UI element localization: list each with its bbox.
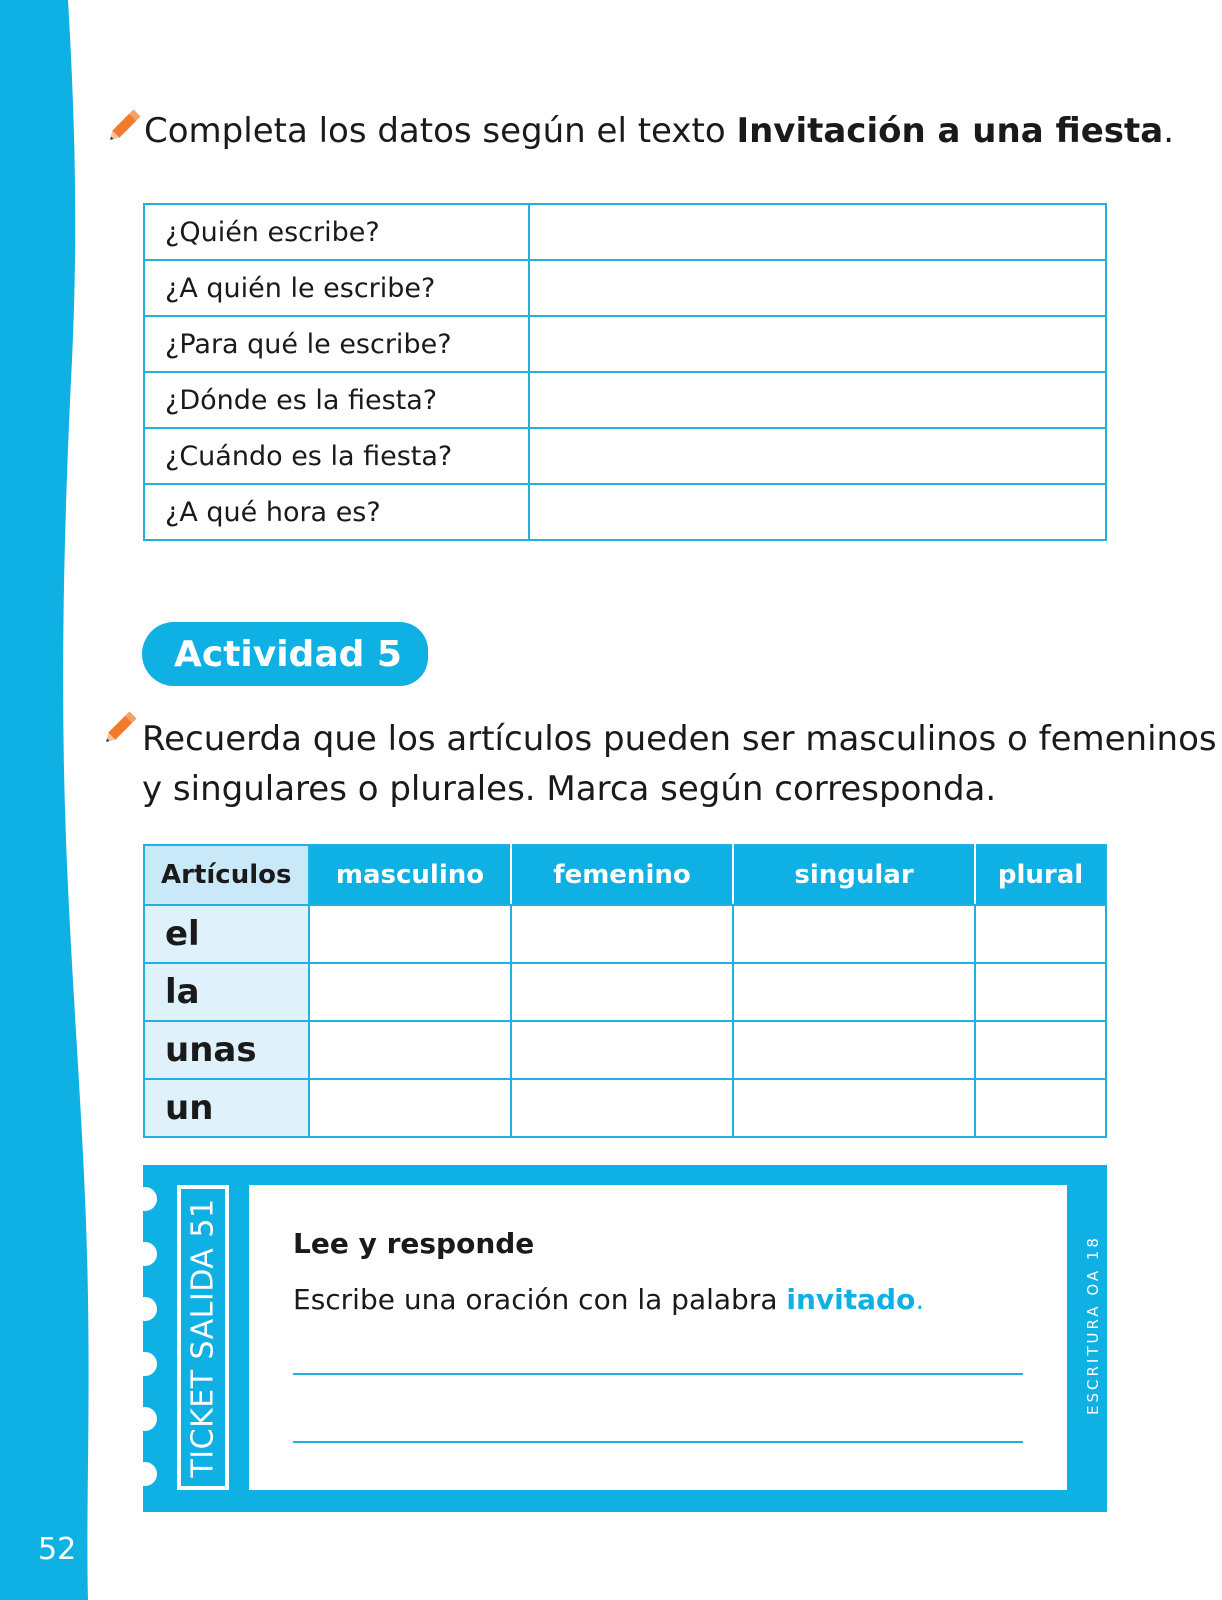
ticket-title: Lee y responde xyxy=(293,1227,535,1260)
articles-table xyxy=(143,844,1107,1138)
ticket-content xyxy=(249,1185,1067,1490)
mark-cell[interactable] xyxy=(733,905,975,963)
mark-cell[interactable] xyxy=(975,1079,1106,1137)
answer-cell[interactable] xyxy=(529,204,1106,260)
table-row xyxy=(144,204,1106,260)
pencil-icon xyxy=(100,706,142,748)
pencil-icon xyxy=(104,104,146,146)
mark-cell[interactable] xyxy=(975,1021,1106,1079)
mark-cell[interactable] xyxy=(511,1079,733,1137)
side-band xyxy=(0,0,100,1600)
question-cell: ¿A quién le escribe? xyxy=(144,260,529,316)
article-cell: la xyxy=(144,963,309,1021)
header-masculino: masculino xyxy=(309,845,511,905)
instruction-2-line1: Recuerda que los artículos pueden ser masculinos o femeninos xyxy=(142,719,1217,759)
question-cell: ¿Para qué le escribe? xyxy=(144,316,529,372)
article-cell: unas xyxy=(144,1021,309,1079)
activity-badge: Actividad 5 xyxy=(142,622,428,686)
instruction-1-suffix: . xyxy=(1163,111,1174,151)
mark-cell[interactable] xyxy=(511,963,733,1021)
question-cell: ¿Dónde es la fiesta? xyxy=(144,372,529,428)
article-cell: un xyxy=(144,1079,309,1137)
table-header-row xyxy=(144,845,1106,905)
article-cell: el xyxy=(144,905,309,963)
mark-cell[interactable] xyxy=(309,1021,511,1079)
table-row xyxy=(144,1079,1106,1137)
instruction-2-line2: y singulares o plurales. Marca según corresponda. xyxy=(142,769,997,809)
answer-line[interactable] xyxy=(293,1441,1023,1443)
ticket-notch xyxy=(133,1297,157,1321)
question-cell: ¿A qué hora es? xyxy=(144,484,529,540)
answer-cell[interactable] xyxy=(529,316,1106,372)
table-row xyxy=(144,963,1106,1021)
instruction-1-bold: Invitación a una fiesta xyxy=(736,111,1164,151)
answer-cell[interactable] xyxy=(529,484,1106,540)
exit-ticket xyxy=(143,1165,1107,1512)
table-row xyxy=(144,1021,1106,1079)
mark-cell[interactable] xyxy=(975,963,1106,1021)
header-articulos: Artículos xyxy=(144,845,309,905)
ticket-notch xyxy=(133,1462,157,1486)
mark-cell[interactable] xyxy=(975,905,1106,963)
ticket-notch xyxy=(133,1187,157,1211)
instruction-1 xyxy=(144,106,1174,156)
header-singular: singular xyxy=(733,845,975,905)
question-cell: ¿Quién escribe? xyxy=(144,204,529,260)
page-number: 52 xyxy=(38,1532,77,1567)
table-row xyxy=(144,428,1106,484)
answer-cell[interactable] xyxy=(529,428,1106,484)
mark-cell[interactable] xyxy=(309,963,511,1021)
questions-table xyxy=(143,203,1107,541)
ticket-keyword: invitado xyxy=(786,1283,916,1316)
mark-cell[interactable] xyxy=(511,905,733,963)
mark-cell[interactable] xyxy=(733,963,975,1021)
ticket-prompt xyxy=(293,1283,924,1316)
ticket-notch xyxy=(133,1407,157,1431)
answer-cell[interactable] xyxy=(529,260,1106,316)
mark-cell[interactable] xyxy=(511,1021,733,1079)
header-plural: plural xyxy=(975,845,1106,905)
table-row xyxy=(144,905,1106,963)
ticket-subject-label: ESCRITURA OA 18 xyxy=(1084,1235,1102,1415)
instruction-2 xyxy=(142,714,1217,814)
table-row xyxy=(144,316,1106,372)
mark-cell[interactable] xyxy=(309,1079,511,1137)
question-cell: ¿Cuándo es la fiesta? xyxy=(144,428,529,484)
ticket-prompt-text: Escribe una oración con la palabra xyxy=(293,1283,787,1316)
mark-cell[interactable] xyxy=(733,1079,975,1137)
mark-cell[interactable] xyxy=(733,1021,975,1079)
ticket-notch xyxy=(133,1242,157,1266)
ticket-notch xyxy=(133,1352,157,1376)
table-row xyxy=(144,260,1106,316)
mark-cell[interactable] xyxy=(309,905,511,963)
ticket-prompt-suffix: . xyxy=(915,1283,925,1316)
instruction-1-text: Completa los datos según el texto xyxy=(144,111,737,151)
table-row xyxy=(144,372,1106,428)
answer-line[interactable] xyxy=(293,1373,1023,1375)
ticket-label: TICKET SALIDA 51 xyxy=(185,1197,221,1478)
ticket-label-box xyxy=(177,1185,229,1490)
header-femenino: femenino xyxy=(511,845,733,905)
table-row xyxy=(144,484,1106,540)
answer-cell[interactable] xyxy=(529,372,1106,428)
